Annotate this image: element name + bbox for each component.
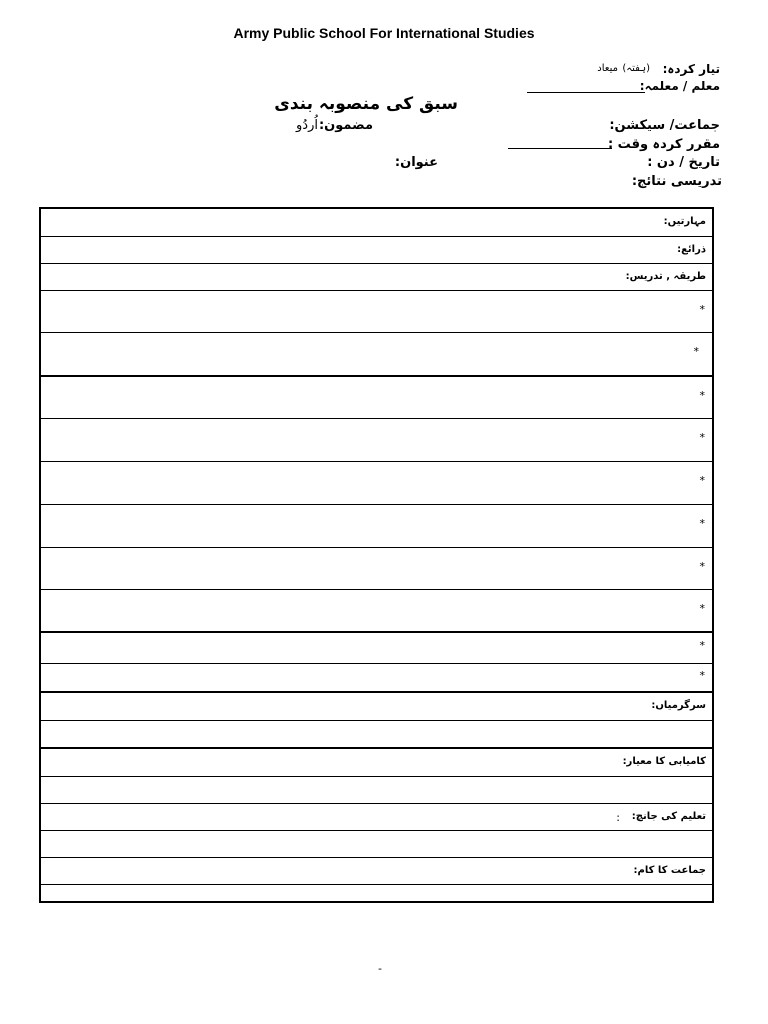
bullet: * — [699, 303, 705, 316]
bullet: * — [699, 560, 705, 573]
method-step-row[interactable] — [41, 333, 712, 377]
bullet: * — [699, 474, 705, 487]
duration-label: میعاد — [597, 63, 618, 74]
bullet: * — [699, 602, 705, 615]
method-step-row[interactable] — [41, 419, 712, 462]
skills-row[interactable] — [41, 209, 712, 237]
week-label: (ہفتہ) — [622, 63, 650, 74]
assessment-label: تعلیم کی جانچ: — [631, 811, 706, 822]
topic-label: عنوان: — [394, 155, 438, 170]
method-row[interactable] — [41, 264, 712, 291]
bullet: * — [699, 639, 705, 652]
bullet: * — [699, 517, 705, 530]
allotted-time-line[interactable] — [508, 148, 612, 149]
classwork-label: جماعت کا کام: — [633, 865, 706, 876]
learning-outcomes-label: تدریسی نتائج: — [631, 174, 722, 189]
resources-row[interactable] — [41, 237, 712, 264]
assessment-row[interactable] — [41, 804, 712, 831]
assessment-answer-row[interactable] — [41, 831, 712, 858]
teacher-label: معلم / معلمہ: — [639, 79, 720, 93]
lesson-plan-table — [39, 207, 714, 903]
date-day-label: تاریخ / دن : — [647, 155, 720, 170]
class-section-label: جماعت/ سیکشن: — [609, 118, 720, 133]
method-step-row[interactable] — [41, 590, 712, 633]
classwork-answer-row[interactable] — [41, 885, 712, 901]
page-marker: - — [378, 962, 382, 975]
success-criteria-label: کامیابی کا معیار: — [622, 756, 706, 767]
method-step-row[interactable] — [41, 633, 712, 664]
school-name: Army Public School For International Studies — [233, 25, 535, 41]
method-step-row[interactable] — [41, 462, 712, 505]
method-step-row[interactable] — [41, 291, 712, 333]
method-step-row[interactable] — [41, 505, 712, 548]
method-step-row[interactable] — [41, 548, 712, 590]
prepared-by-label: تیار کردہ: — [662, 62, 720, 76]
allotted-time-label: مقرر کردہ وقت : — [607, 137, 720, 152]
bullet: * — [699, 389, 705, 402]
subject-label: مضمون: — [318, 118, 373, 133]
activities-answer-row[interactable] — [41, 721, 712, 749]
resources-label: ذرائع: — [677, 244, 706, 255]
method-step-row[interactable] — [41, 377, 712, 419]
bullet: * — [693, 345, 699, 358]
skills-label: مہارتیں: — [663, 216, 706, 227]
activities-label: سرگرمیاں: — [651, 700, 706, 711]
classwork-row[interactable] — [41, 858, 712, 885]
subject-value: اُردُو — [296, 118, 318, 133]
bullet: * — [699, 431, 705, 444]
page-title: سبق کی منصوبہ بندی — [274, 94, 458, 114]
bullet: * — [699, 669, 705, 682]
success-criteria-row[interactable] — [41, 749, 712, 777]
method-label: طریقہ , تدریس: — [625, 271, 706, 282]
teacher-name-line[interactable] — [527, 92, 645, 93]
assessment-colon: : — [616, 811, 620, 824]
activities-row[interactable] — [41, 693, 712, 721]
method-step-row[interactable] — [41, 664, 712, 693]
success-criteria-answer-row[interactable] — [41, 777, 712, 804]
